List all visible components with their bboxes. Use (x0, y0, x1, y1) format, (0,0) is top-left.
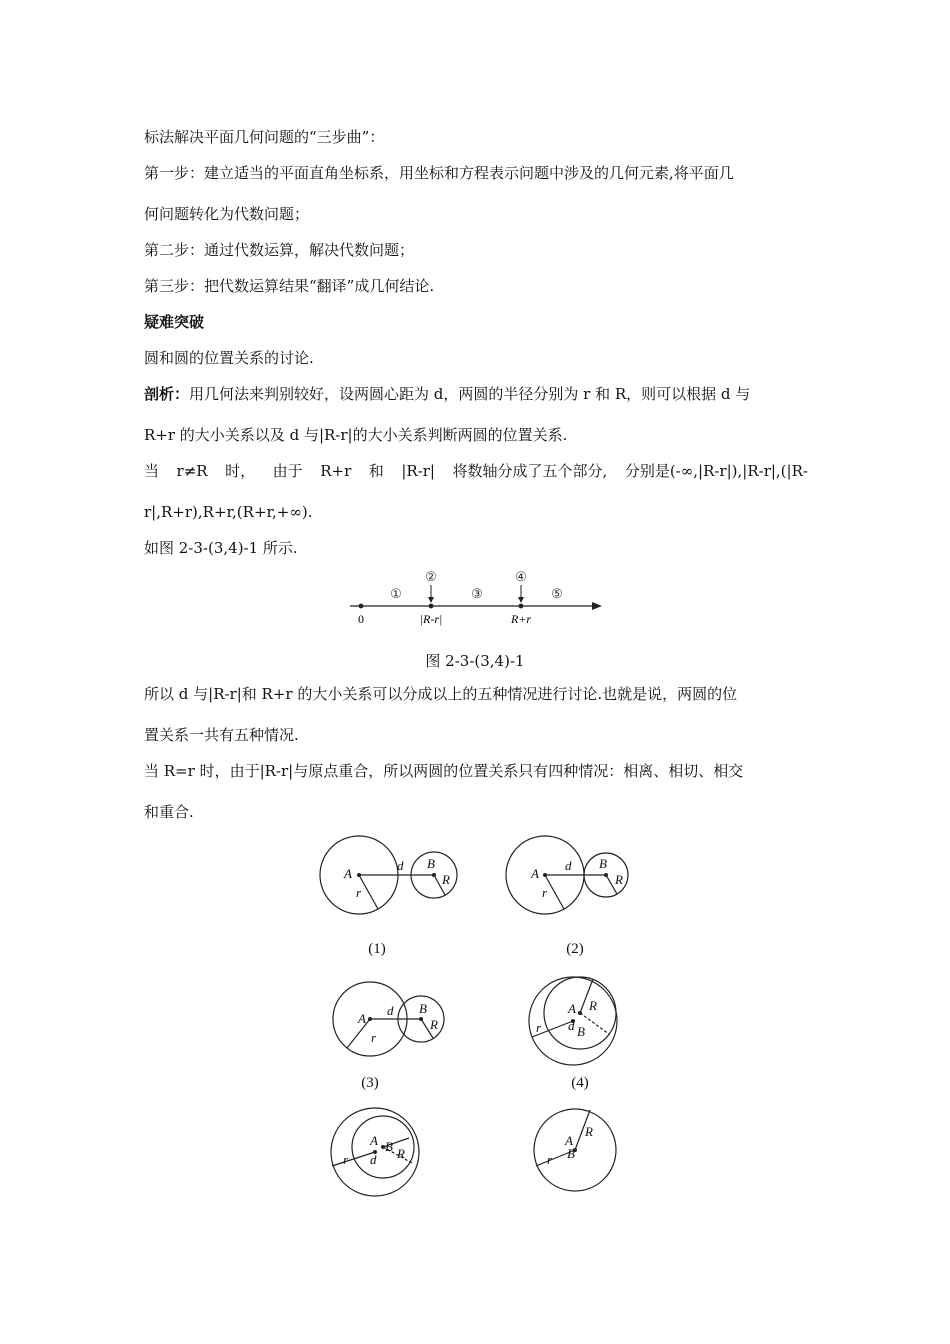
text-line-8: R+r 的大小关系以及 d 与|R-r|的大小关系判断两圆的位置关系. (144, 426, 568, 444)
fig6-label-R: R (585, 1124, 593, 1139)
section-heading: 疑难突破 (144, 313, 205, 331)
fig3-caption: (3) (361, 1075, 379, 1091)
text-line-5: 第三步：把代数运算结果“翻译”成几何结论. (144, 277, 435, 295)
fig1-label-A: A (344, 866, 352, 881)
fig1-radius-r (359, 875, 378, 909)
l9-part: r≠R (176, 462, 208, 480)
text-line-3: 何问题转化为代数问题； (144, 205, 310, 223)
fig2-label-A: A (531, 866, 539, 881)
abs-label: |R-r| (419, 612, 443, 626)
fig3-label-B: B (419, 1001, 427, 1016)
fig3-label-r: r (371, 1030, 377, 1045)
fig2-caption: (2) (566, 941, 584, 957)
text-line-13: 置关系一共有五种情况. (144, 726, 299, 744)
text-line-15: 和重合. (144, 803, 194, 821)
fig4-label-r: r (536, 1020, 542, 1035)
fig5-label-R: R (397, 1146, 405, 1161)
fig3-center-b (419, 1017, 423, 1021)
l9-part: 将数轴分成了五个部分, (452, 462, 608, 480)
sum-label: R+r (510, 612, 532, 626)
fig5-radius-r (332, 1152, 375, 1166)
text-line-1: 标法解决平面几何问题的“三步曲”： (144, 128, 385, 146)
text-line-2: 第一步：建立适当的平面直角坐标系，用坐标和方程表示问题中涉及的几何元素,将平面几 (144, 164, 734, 182)
l9-part: 时， (225, 462, 256, 480)
l9-part: |R-r| (401, 462, 435, 480)
fig2-radius-r (545, 875, 564, 909)
analysis-label: 剖析： (144, 385, 190, 403)
fig4-label-B: B (577, 1024, 585, 1039)
fig2-label-B: B (599, 856, 607, 871)
fig5-label-d: d (370, 1152, 377, 1167)
analysis-text: 用几何法来判别较好，设两圆心距为 d，两圆的半径分别为 r 和 R，则可以根据 d 与 (189, 385, 751, 403)
l9-part: R+r (320, 462, 352, 480)
fig2-label-d: d (565, 858, 572, 873)
fig5-label-B: B (385, 1139, 393, 1154)
fig4-label-A: A (568, 1001, 576, 1016)
text-line-10: r|,R+r),R+r,(R+r,+∞). (144, 503, 313, 521)
fig2-label-r: r (542, 885, 548, 900)
fig1-caption: (1) (368, 941, 386, 957)
region-2-label: ② (425, 569, 437, 584)
fig3-label-d: d (387, 1003, 394, 1018)
figure-caption: 图 2-3-(3,4)-1 (425, 652, 525, 670)
fig4-label-d: d (568, 1018, 575, 1033)
text-line-14: 当 R=r 时，由于|R-r|与原点重合，所以两圆的位置关系只有四种情况：相离、相切、相交 (144, 762, 744, 780)
l9-part: 由于 (272, 462, 303, 480)
text-line-6: 圆和圆的位置关系的讨论. (144, 349, 314, 367)
fig1-label-R: R (442, 872, 450, 887)
fig1-label-d: d (397, 858, 404, 873)
fig1-label-r: r (356, 885, 362, 900)
fig6-label-B: B (567, 1146, 575, 1161)
fig3-center-a (368, 1017, 372, 1021)
fig2-center-a (543, 873, 547, 877)
text-line-4: 第二步：通过代数运算，解决代数问题； (144, 241, 415, 259)
l9-part: 分别是(-∞,|R-r|),|R-r|,(|R- (624, 462, 808, 480)
fig2-label-R: R (615, 872, 623, 887)
fig4-label-R: R (589, 998, 597, 1013)
fig6-label-A: A (565, 1133, 573, 1148)
fig5-label-r: r (343, 1152, 349, 1167)
region-1-label: ① (390, 586, 402, 601)
fig1-label-B: B (427, 856, 435, 871)
fig5-label-A: A (370, 1133, 378, 1148)
fig3-label-R: R (430, 1017, 438, 1032)
fig4-caption: (4) (571, 1075, 589, 1091)
region-4-label: ④ (515, 569, 527, 584)
fig2-center-b (604, 873, 608, 877)
fig3-label-A: A (358, 1011, 366, 1026)
text-line-11: 如图 2-3-(3,4)-1 所示. (144, 539, 298, 557)
fig6-label-r: r (547, 1152, 553, 1167)
region-5-label: ⑤ (551, 586, 563, 601)
text-line-12: 所以 d 与|R-r|和 R+r 的大小关系可以分成以上的五种情况进行讨论.也就是说，两圆的位 (144, 685, 738, 703)
l9-part: 当 (144, 462, 160, 480)
fig4-center-b (578, 1011, 582, 1015)
l9-part: 和 (368, 462, 384, 480)
zero-label: 0 (358, 612, 364, 626)
region-3-label: ③ (471, 586, 483, 601)
fig1-center-b (432, 873, 436, 877)
fig1-center-a (357, 873, 361, 877)
